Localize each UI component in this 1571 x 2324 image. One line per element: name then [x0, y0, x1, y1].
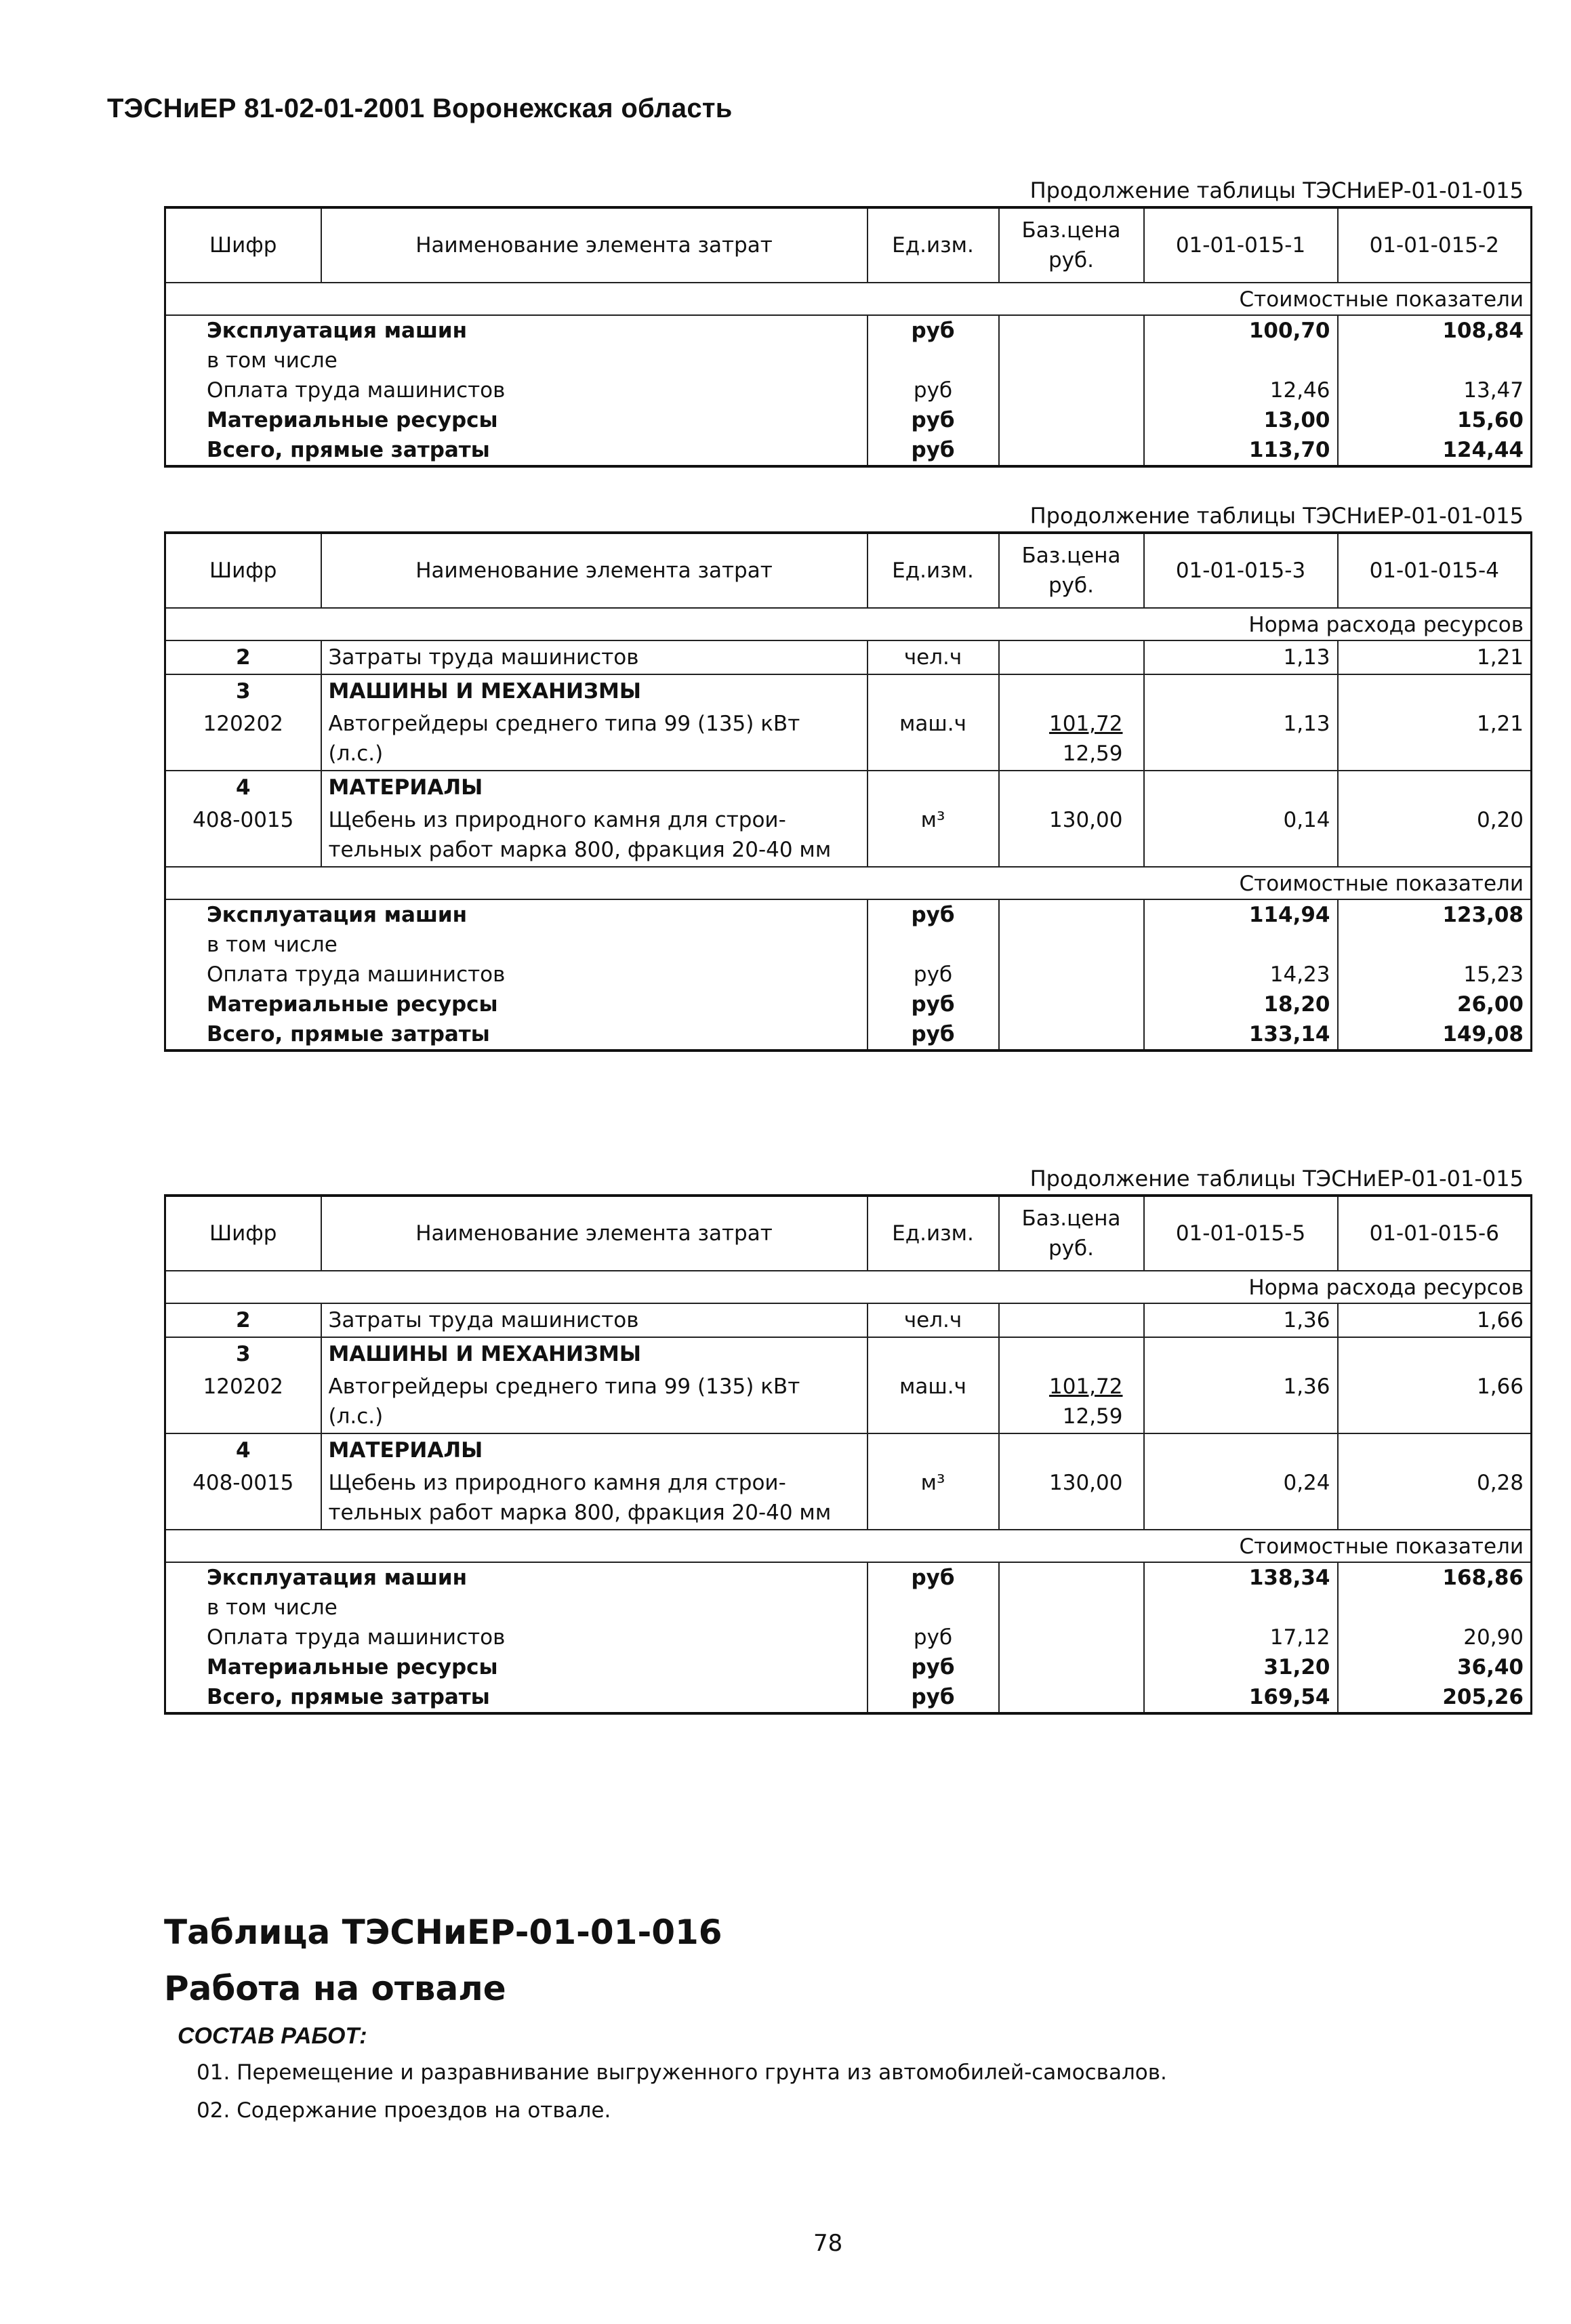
cost-row [165, 405, 1532, 435]
table-row-group-header: 4 МАТЕРИАЛЫ [165, 771, 1532, 804]
table-row: 408-0015 Щебень из природного камня для строи-тельных работ марка 800, фракция 20-40 мм м³ 130,00 0,14 0,20 [165, 804, 1532, 867]
cost-label: Эксплуатация машин [165, 315, 321, 346]
cost-row: Материальные ресурсы руб 31,20 36,40 [165, 1652, 1532, 1682]
header-price: Баз.цена руб. [999, 207, 1144, 283]
cost-value-a [1144, 346, 1338, 375]
cost-unit: руб [868, 315, 999, 346]
cost-section-header: Стоимостные показатели [165, 867, 1532, 899]
cost-label: Всего, прямые затраты [165, 435, 321, 466]
header-code: Шифр [165, 207, 321, 283]
cost-row [165, 435, 1532, 466]
page-header: ТЭСНиЕР 81-02-01-2001 Воронежская область [107, 94, 733, 123]
page-number: 78 [813, 2230, 843, 2257]
table-row-group-header: 3 МАШИНЫ И МЕХАНИЗМЫ [165, 674, 1532, 708]
cost-value-b: 13,47 [1338, 375, 1532, 405]
cost-value-a: 12,46 [1144, 375, 1338, 405]
continuation-caption: Продолжение таблицы ТЭСНиЕР-01-01-015 [1029, 178, 1524, 203]
header-col-a: 01-01-015-1 [1144, 207, 1338, 283]
header-name: Наименование элемента затрат [321, 207, 868, 283]
header-code: Шифр [165, 533, 321, 608]
cost-label: Оплата труда машинистов [165, 375, 321, 405]
header-col-a: 01-01-015-5 [1144, 1196, 1338, 1271]
cost-unit: руб [868, 405, 999, 435]
header-col-b: 01-01-015-2 [1338, 207, 1532, 283]
cost-value-b: 108,84 [1338, 315, 1532, 346]
resource-table [164, 531, 1532, 1052]
cost-unit: руб [868, 375, 999, 405]
header-col-b: 01-01-015-4 [1338, 533, 1532, 608]
cost-value-b: 124,44 [1338, 435, 1532, 466]
cost-value-a: 100,70 [1144, 315, 1338, 346]
cost-unit: руб [868, 435, 999, 466]
cost-row [165, 375, 1532, 405]
cost-row [165, 315, 1532, 346]
table-row-group-header: 4 МАТЕРИАЛЫ [165, 1433, 1532, 1467]
work-item: 02. Содержание проездов на отвале. [197, 2098, 611, 2123]
continuation-caption: Продолжение таблицы ТЭСНиЕР-01-01-015 [1029, 1166, 1524, 1191]
table-header-row [165, 1196, 1532, 1271]
cost-value-a: 13,00 [1144, 405, 1338, 435]
cost-row: Всего, прямые затраты руб 133,14 149,08 [165, 1019, 1532, 1051]
cost-table [164, 206, 1532, 468]
cost-row [165, 346, 1532, 375]
header-price: Баз.цена руб. [999, 533, 1144, 608]
norm-section-header: Норма расхода ресурсов [165, 608, 1532, 640]
header-unit: Ед.изм. [868, 533, 999, 608]
header-code: Шифр [165, 1196, 321, 1271]
cost-value-b: 15,60 [1338, 405, 1532, 435]
composition-label: СОСТАВ РАБОТ: [178, 2023, 367, 2049]
table-title: Таблица ТЭСНиЕР-01-01-016 [164, 1913, 722, 1952]
table-block-3 [164, 1163, 1530, 1715]
table-block-1 [164, 175, 1530, 468]
header-price: Баз.цена руб. [999, 1196, 1144, 1271]
table-header-row [165, 207, 1532, 283]
table-row: 120202 Автогрейдеры среднего типа 99 (135) кВт (л.с.) маш.ч 101,72 12,59 1,36 1,66 [165, 1370, 1532, 1433]
header-unit: Ед.изм. [868, 207, 999, 283]
cost-row: в том числе [165, 1593, 1532, 1623]
cost-section-header: Стоимостные показатели [165, 1530, 1532, 1562]
cost-row: Материальные ресурсы руб 18,20 26,00 [165, 990, 1532, 1019]
cost-row: Оплата труда машинистов руб 17,12 20,90 [165, 1623, 1532, 1652]
table-row: 408-0015 Щебень из природного камня для строи-тельных работ марка 800, фракция 20-40 мм м³ 130,00 0,24 0,28 [165, 1467, 1532, 1530]
table-row: 120202 Автогрейдеры среднего типа 99 (135) кВт (л.с.) маш.ч 101,72 12,59 1,13 1,21 [165, 708, 1532, 771]
table-header-row [165, 533, 1532, 608]
cost-row: Оплата труда машинистов руб 14,23 15,23 [165, 960, 1532, 990]
cost-row: Эксплуатация машин руб 138,34 168,86 [165, 1562, 1532, 1593]
cost-value-b [1338, 346, 1532, 375]
cost-section-header: Стоимостные показатели [165, 283, 1532, 315]
work-title: Работа на отвале [164, 1969, 506, 2008]
header-name: Наименование элемента затрат [321, 1196, 868, 1271]
norm-section-header: Норма расхода ресурсов [165, 1271, 1532, 1303]
resource-table [164, 1194, 1532, 1715]
cost-row: в том числе [165, 930, 1532, 960]
header-name: Наименование элемента затрат [321, 533, 868, 608]
table-row-group-header: 3 МАШИНЫ И МЕХАНИЗМЫ [165, 1337, 1532, 1370]
cost-label: Материальные ресурсы [165, 405, 321, 435]
continuation-caption: Продолжение таблицы ТЭСНиЕР-01-01-015 [1029, 503, 1524, 529]
table-row: 2 Затраты труда машинистов чел.ч 1,36 1,66 [165, 1303, 1532, 1337]
table-block-2 [164, 500, 1530, 1052]
cost-unit [868, 346, 999, 375]
cost-row: Эксплуатация машин руб 114,94 123,08 [165, 899, 1532, 930]
cost-row: Всего, прямые затраты руб 169,54 205,26 [165, 1682, 1532, 1713]
work-item: 01. Перемещение и разравнивание выгруженного грунта из автомобилей-самосвалов. [197, 2060, 1167, 2085]
header-col-a: 01-01-015-3 [1144, 533, 1338, 608]
header-col-b: 01-01-015-6 [1338, 1196, 1532, 1271]
cost-label: в том числе [165, 346, 321, 375]
header-unit: Ед.изм. [868, 1196, 999, 1271]
cost-value-a: 113,70 [1144, 435, 1338, 466]
table-row: 2 Затраты труда машинистов чел.ч 1,13 1,21 [165, 640, 1532, 674]
